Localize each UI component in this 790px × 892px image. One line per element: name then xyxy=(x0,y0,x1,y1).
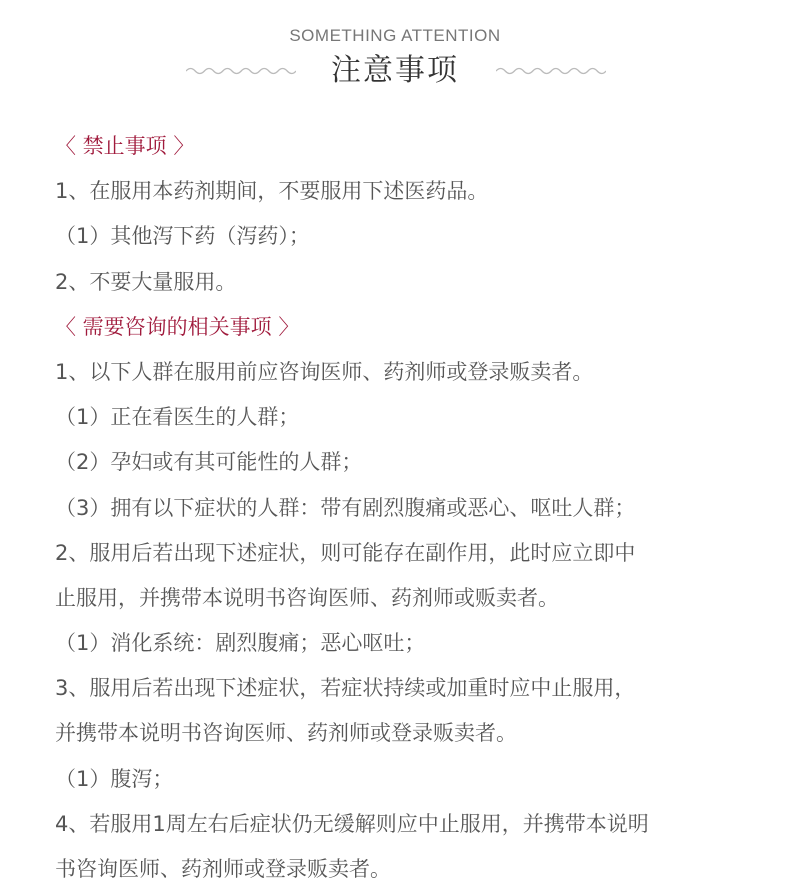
notice-line: 3、服用后若出现下述症状，若症状持续或加重时应中止服用， xyxy=(55,676,636,701)
notice-line: （3）拥有以下症状的人群：带有剧烈腹痛或恶心、呕吐人群； xyxy=(55,495,636,520)
notice-line: （1）正在看医生的人群； xyxy=(55,405,300,430)
notice-line: （2）孕妇或有其可能性的人群； xyxy=(55,450,363,475)
section-heading: 〈 需要咨询的相关事项 〉 xyxy=(55,314,300,339)
page-subtitle: SOMETHING ATTENTION xyxy=(289,26,501,45)
notice-line: 4、若服用1周左右后症状仍无缓解则应中止服用，并携带本说明 xyxy=(55,811,649,836)
page-title: 注意事项 xyxy=(331,53,459,88)
title-row xyxy=(0,50,790,92)
notice-line: 1、以下人群在服用前应咨询医师、药剂师或登录贩卖者。 xyxy=(55,359,594,384)
notice-line: （1）消化系统：剧烈腹痛；恶心呕吐； xyxy=(55,631,426,656)
notice-line: 书咨询医师、药剂师或登录贩卖者。 xyxy=(55,857,391,881)
notice-line: （1）腹泻； xyxy=(55,766,174,791)
right-wave-decoration xyxy=(496,64,606,78)
page-header xyxy=(0,0,790,110)
notice-line: 止服用，并携带本说明书咨询医师、药剂师或贩卖者。 xyxy=(55,585,559,610)
notice-line: 2、不要大量服用。 xyxy=(55,269,237,294)
notice-line: 并携带本说明书咨询医师、药剂师或登录贩卖者。 xyxy=(55,721,517,746)
notice-line: 1、在服用本药剂期间，不要服用下述医药品。 xyxy=(55,179,489,204)
notice-line: （1）其他泻下药（泻药）； xyxy=(55,224,310,249)
section-heading: 〈 禁止事项 〉 xyxy=(55,134,195,158)
notice-line: 2、服用后若出现下述症状，则可能存在副作用，此时应立即中 xyxy=(55,540,636,565)
notice-content xyxy=(55,124,755,892)
